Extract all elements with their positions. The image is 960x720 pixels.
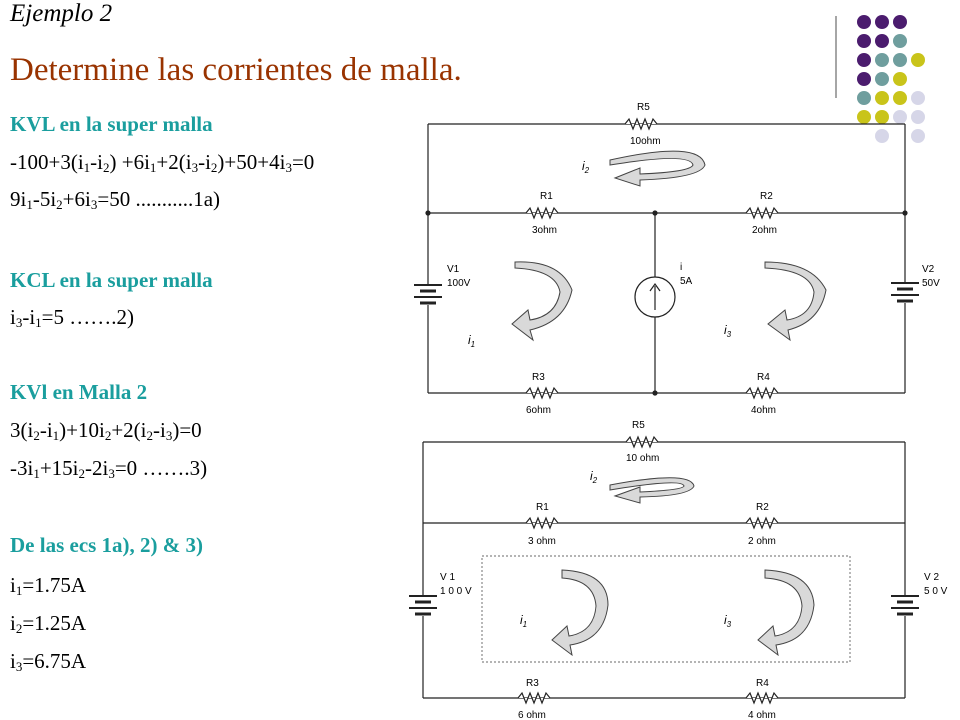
r3-name: R3 bbox=[532, 372, 545, 383]
equation-line: $i_3=6.75A$ bbox=[10, 649, 87, 674]
v2-name: V 2 bbox=[924, 572, 940, 583]
v1-name: V1 bbox=[447, 264, 460, 275]
v2-name: V2 bbox=[922, 264, 935, 275]
mesh-label-i3: $i_3$ bbox=[724, 323, 732, 339]
v1-value: 1 0 0 V bbox=[440, 586, 472, 597]
r4-value: 4 ohm bbox=[748, 710, 776, 720]
r2-value: 2 ohm bbox=[748, 536, 776, 547]
v2-value: 5 0 V bbox=[924, 586, 948, 597]
r3-name: R3 bbox=[526, 678, 539, 689]
resistor-r4 bbox=[746, 693, 778, 703]
r2-name: R2 bbox=[760, 191, 773, 202]
mesh-label-i3: $i_3$ bbox=[724, 613, 732, 629]
mesh-label-i2: $i_2$ bbox=[582, 159, 590, 175]
equation-line: $-100+3(i_1-i_2) +6i_1+2(i_3-i_2)+50+4i_3=0$ bbox=[10, 150, 315, 175]
equation-heading: KVL en la super malla bbox=[10, 112, 213, 136]
r2-name: R2 bbox=[756, 502, 769, 513]
mesh-arrow-i3 bbox=[758, 570, 814, 655]
source-name: i bbox=[680, 262, 683, 273]
r3-value: 6 ohm bbox=[518, 710, 546, 720]
supermesh-box bbox=[482, 556, 850, 662]
battery-v2 bbox=[891, 596, 919, 614]
r5-value: 10 ohm bbox=[626, 453, 660, 464]
v1-name: V 1 bbox=[440, 572, 456, 583]
mesh-label-i1: $i_1$ bbox=[468, 333, 476, 349]
equation-heading: De las ecs 1a), 2) & 3) bbox=[10, 533, 204, 557]
equation-line: $i_2=1.25A$ bbox=[10, 611, 87, 636]
r1-name: R1 bbox=[536, 502, 549, 513]
r2-value: 2ohm bbox=[752, 225, 778, 236]
r5-value: 10ohm bbox=[630, 136, 661, 147]
resistor-r3 bbox=[518, 693, 550, 703]
mesh-label-i2: $i_2$ bbox=[590, 469, 598, 485]
resistor-r2 bbox=[746, 518, 778, 528]
resistor-r5 bbox=[626, 437, 658, 447]
slide-subtitle: Ejemplo 2 bbox=[10, 0, 113, 27]
equation-line: $9i_1-5i_2+6i_3=50$ ...........1a) bbox=[10, 187, 221, 212]
equation-line: $-3i_1+15i_2-2i_3=0$ …….3) bbox=[10, 456, 208, 481]
battery-v1 bbox=[409, 596, 437, 614]
r5-name: R5 bbox=[637, 102, 650, 113]
v1-value: 100V bbox=[447, 278, 471, 289]
r4-name: R4 bbox=[756, 678, 769, 689]
r5-name: R5 bbox=[632, 420, 645, 431]
mesh-label-i1: $i_1$ bbox=[520, 613, 528, 629]
mesh-arrow-i2 bbox=[610, 478, 694, 503]
r1-value: 3 ohm bbox=[528, 536, 556, 547]
r4-name: R4 bbox=[757, 372, 770, 383]
r1-value: 3ohm bbox=[532, 225, 558, 236]
r3-value: 6ohm bbox=[526, 405, 552, 416]
resistor-r1 bbox=[526, 518, 558, 528]
r4-value: 4ohm bbox=[751, 405, 777, 416]
slide-title: Determine las corrientes de malla. bbox=[10, 52, 462, 88]
mesh-arrow-i1 bbox=[552, 570, 608, 655]
equation-heading: KCL en la super malla bbox=[10, 268, 213, 292]
equation-line: $i_3-i_1=5$ …….2) bbox=[10, 305, 135, 330]
r1-name: R1 bbox=[540, 191, 553, 202]
equation-line: $i_1=1.75A$ bbox=[10, 573, 87, 598]
equation-line: $3(i_2-i_1)+10i_2+2(i_2-i_3)=0$ bbox=[10, 418, 202, 443]
source-value: 5A bbox=[680, 276, 693, 287]
equation-heading: KVl en Malla 2 bbox=[10, 380, 148, 404]
v2-value: 50V bbox=[922, 278, 940, 289]
